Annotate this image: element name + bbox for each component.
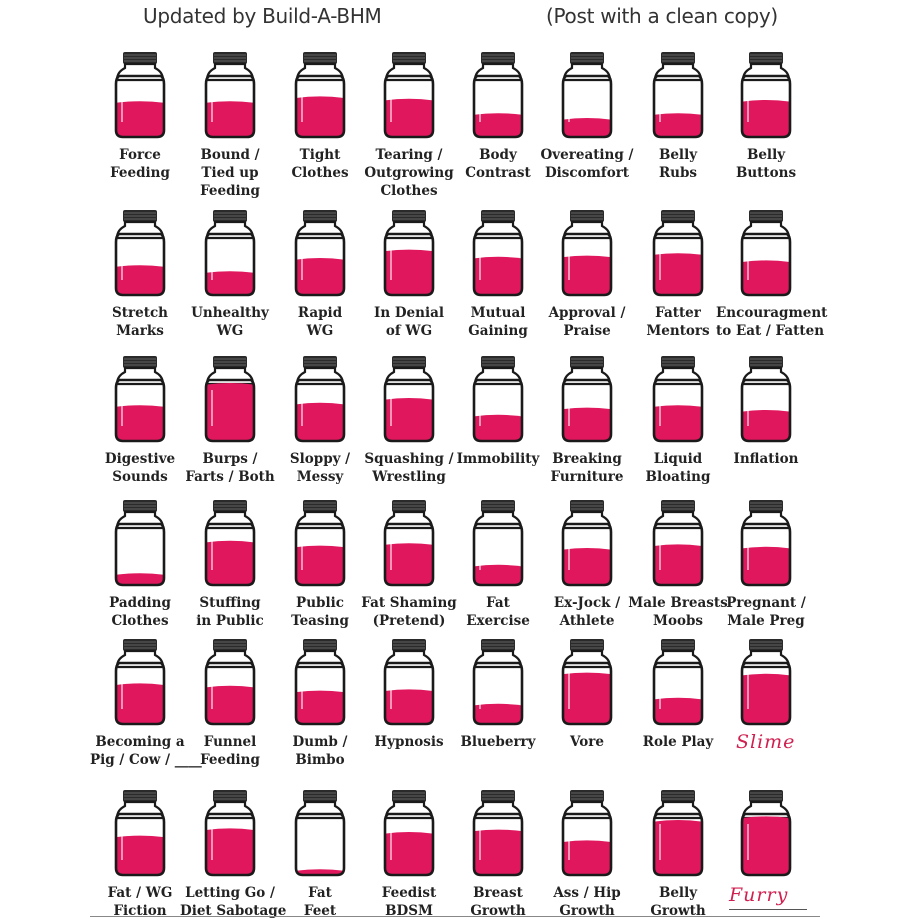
jar-label bbox=[180, 450, 280, 486]
handwritten-furry-label: Furry bbox=[729, 884, 789, 906]
jar-label-line: Liquid bbox=[653, 451, 703, 467]
bottom-rule bbox=[90, 916, 820, 917]
jar-item bbox=[359, 637, 459, 751]
jar-label bbox=[270, 594, 370, 630]
jar-label bbox=[716, 594, 816, 630]
jar-label-line: Sounds bbox=[112, 469, 168, 485]
jar-label bbox=[270, 450, 370, 486]
jar-label bbox=[90, 450, 190, 486]
jar-icon bbox=[651, 50, 705, 140]
jar-item bbox=[537, 50, 637, 182]
jar-icon bbox=[560, 50, 614, 140]
jar-item bbox=[270, 208, 370, 340]
jar-label-line: Tearing / bbox=[375, 147, 443, 163]
jar-label-line: Mentors bbox=[646, 323, 710, 339]
jar-item bbox=[537, 208, 637, 340]
jar-label-line: Fat bbox=[308, 885, 332, 901]
jar-label-line: Stuffing bbox=[199, 595, 261, 611]
jar-item bbox=[359, 50, 459, 200]
jar-icon bbox=[113, 637, 167, 727]
jar-label-line: (Pretend) bbox=[372, 613, 446, 629]
jar-icon bbox=[739, 788, 793, 878]
jar-label bbox=[448, 304, 548, 340]
jar-label-line: Bimbo bbox=[295, 752, 345, 768]
header-title-left: Updated by Build-A-BHM bbox=[143, 4, 382, 28]
jar-label bbox=[270, 304, 370, 340]
jar-label bbox=[270, 733, 370, 769]
jar-item bbox=[359, 788, 459, 920]
jar-label-line: BDSM bbox=[385, 903, 433, 919]
jar-item bbox=[359, 208, 459, 340]
jar-item bbox=[716, 788, 816, 884]
jar-label bbox=[716, 450, 816, 468]
jar-label-line: Diet Sabotage bbox=[180, 903, 287, 919]
jar-item bbox=[537, 498, 637, 630]
jar-label-line: Tight bbox=[299, 147, 341, 163]
jar-label-line: Belly bbox=[658, 885, 698, 901]
jar-icon bbox=[560, 354, 614, 444]
jar-item bbox=[180, 50, 280, 200]
jar-label-line: Clothes bbox=[380, 183, 438, 199]
jar-icon bbox=[203, 498, 257, 588]
jar-icon bbox=[382, 208, 436, 298]
jar-label-line: Growth bbox=[559, 903, 615, 919]
jar-label bbox=[90, 146, 190, 182]
jar-icon bbox=[203, 637, 257, 727]
jar-label-line: Discomfort bbox=[544, 165, 630, 181]
jar-icon bbox=[382, 637, 436, 727]
jar-label-line: Athlete bbox=[559, 613, 615, 629]
jar-label-line: Rapid bbox=[297, 305, 343, 321]
jar-icon bbox=[293, 50, 347, 140]
jar-label-line: Unhealthy bbox=[191, 305, 269, 321]
jar-item bbox=[448, 788, 548, 920]
jar-label-line: Approval / bbox=[548, 305, 626, 321]
jar-icon bbox=[560, 498, 614, 588]
jar-icon bbox=[739, 637, 793, 727]
jar-label-line: Body bbox=[479, 147, 517, 163]
jar-label-line: Stretch bbox=[112, 305, 168, 321]
jar-label-line: Clothes bbox=[111, 613, 169, 629]
jar-item bbox=[359, 498, 459, 630]
jar-item bbox=[180, 498, 280, 630]
jar-label bbox=[448, 146, 548, 182]
jar-item bbox=[716, 208, 828, 340]
jar-label bbox=[628, 594, 728, 630]
jar-label bbox=[537, 146, 637, 182]
jar-item bbox=[628, 788, 728, 920]
jar-label-line: Burps / bbox=[202, 451, 258, 467]
jar-label-line: Funnel bbox=[203, 734, 257, 750]
jar-item bbox=[716, 50, 816, 182]
jar-item bbox=[628, 637, 728, 751]
jar-icon bbox=[471, 498, 525, 588]
jar-label bbox=[270, 146, 370, 182]
jar-label bbox=[448, 594, 548, 630]
jar-label-line: Pig / Cow / ____ bbox=[90, 752, 202, 768]
jar-label bbox=[537, 884, 637, 920]
jar-icon bbox=[293, 208, 347, 298]
jar-label-line: Fat bbox=[486, 595, 510, 611]
jar-label-line: Hypnosis bbox=[374, 734, 444, 750]
jar-icon bbox=[113, 50, 167, 140]
jar-item bbox=[628, 208, 728, 340]
jar-label bbox=[180, 304, 280, 340]
jar-label-line: Digestive bbox=[104, 451, 176, 467]
jar-label-line: Fat Shaming bbox=[361, 595, 457, 611]
jar-label-line: Male Preg bbox=[727, 613, 805, 629]
jar-label-line: Encouragment bbox=[716, 305, 828, 321]
jar-item bbox=[90, 208, 190, 340]
jar-icon bbox=[293, 637, 347, 727]
jar-label-line: Fatter bbox=[655, 305, 701, 321]
jar-icon bbox=[739, 498, 793, 588]
jar-label-line: Public bbox=[296, 595, 344, 611]
jar-icon bbox=[471, 788, 525, 878]
jar-item bbox=[537, 354, 637, 486]
jar-label-line: Breast bbox=[473, 885, 523, 901]
jar-label-line: Belly bbox=[746, 147, 786, 163]
jar-label-line: Wrestling bbox=[372, 469, 446, 485]
jar-item bbox=[270, 354, 370, 486]
jar-label-line: WG bbox=[306, 323, 334, 339]
jar-icon bbox=[651, 498, 705, 588]
jar-label-line: Praise bbox=[563, 323, 611, 339]
jar-label bbox=[628, 450, 728, 486]
jar-label bbox=[90, 733, 202, 769]
jar-item bbox=[90, 498, 190, 630]
jar-label-line: Feet bbox=[303, 903, 337, 919]
jar-label bbox=[628, 884, 728, 920]
jar-item bbox=[90, 50, 190, 182]
jar-item bbox=[270, 788, 370, 920]
jar-icon bbox=[471, 637, 525, 727]
jar-label-line: WG bbox=[216, 323, 244, 339]
jar-item bbox=[180, 637, 280, 769]
jar-label-line: to Eat / Fatten bbox=[716, 323, 825, 339]
jar-label bbox=[628, 146, 728, 182]
jar-icon bbox=[113, 208, 167, 298]
jar-label-line: Blueberry bbox=[460, 734, 536, 750]
jar-label-line: Ex-Jock / bbox=[553, 595, 621, 611]
jar-label bbox=[359, 450, 459, 486]
jar-label-line: of WG bbox=[385, 323, 433, 339]
jar-label-line: Feeding bbox=[200, 183, 260, 199]
jar-icon bbox=[113, 788, 167, 878]
jar-label bbox=[359, 733, 459, 751]
jar-label-line: Messy bbox=[296, 469, 344, 485]
jar-icon bbox=[560, 208, 614, 298]
jar-label-line: Buttons bbox=[735, 165, 797, 181]
jar-label bbox=[448, 450, 548, 468]
jar-label-line: Outgrowing bbox=[364, 165, 454, 181]
header-title-right: (Post with a clean copy) bbox=[546, 4, 778, 28]
jar-icon bbox=[651, 208, 705, 298]
jar-label-line: Feeding bbox=[110, 165, 170, 181]
jar-label-line: Role Play bbox=[642, 734, 714, 750]
jar-label bbox=[628, 733, 728, 751]
jar-icon bbox=[739, 50, 793, 140]
jar-icon bbox=[203, 50, 257, 140]
jar-icon bbox=[382, 50, 436, 140]
jar-icon bbox=[382, 788, 436, 878]
jar-item bbox=[180, 354, 280, 486]
jar-label bbox=[537, 733, 637, 751]
jar-label-line: Growth bbox=[470, 903, 526, 919]
jar-icon bbox=[739, 208, 793, 298]
jar-item bbox=[448, 637, 548, 751]
jar-icon bbox=[113, 354, 167, 444]
jar-label-line: Teasing bbox=[291, 613, 349, 629]
jar-label-line: Rubs bbox=[658, 165, 698, 181]
handwritten-slime-label: Slime bbox=[736, 731, 796, 753]
jar-label-line: Exercise bbox=[466, 613, 530, 629]
jar-label-line: Ass / Hip bbox=[553, 885, 621, 901]
jar-item bbox=[90, 354, 190, 486]
jar-label-line: Breaking bbox=[552, 451, 622, 467]
jar-label bbox=[270, 884, 370, 920]
jar-icon bbox=[113, 498, 167, 588]
furry-underline bbox=[729, 909, 807, 910]
jar-item bbox=[537, 637, 637, 751]
jar-label-line: Padding bbox=[109, 595, 171, 611]
jar-icon bbox=[471, 208, 525, 298]
jar-label-line: Overeating / bbox=[540, 147, 634, 163]
jar-item bbox=[448, 208, 548, 340]
jar-label bbox=[359, 304, 459, 340]
jar-item bbox=[628, 354, 728, 486]
jar-item bbox=[716, 498, 816, 630]
jar-item bbox=[270, 498, 370, 630]
jar-label-line: Vore bbox=[570, 734, 604, 750]
jar-label-line: Letting Go / bbox=[185, 885, 275, 901]
jar-icon bbox=[471, 354, 525, 444]
jar-label-line: Pregnant / bbox=[726, 595, 806, 611]
jar-label bbox=[716, 146, 816, 182]
jar-item bbox=[180, 208, 280, 340]
jar-item bbox=[716, 354, 816, 468]
jar-label bbox=[537, 450, 637, 486]
jar-outline bbox=[296, 814, 344, 875]
jar-label-line: Male Breasts bbox=[628, 595, 728, 611]
jar-label bbox=[180, 146, 280, 200]
jar-item bbox=[270, 637, 370, 769]
jar-item bbox=[270, 50, 370, 182]
jar-icon bbox=[203, 208, 257, 298]
jar-label-line: Bound / bbox=[200, 147, 260, 163]
jar-icon bbox=[471, 50, 525, 140]
jar-label-line: Fiction bbox=[113, 903, 167, 919]
jar-icon bbox=[203, 788, 257, 878]
jar-label-line: Marks bbox=[116, 323, 164, 339]
jar-label bbox=[359, 884, 459, 920]
jar-label-line: Mutual bbox=[470, 305, 526, 321]
jar-label bbox=[628, 304, 728, 340]
jar-label-line: Dumb / bbox=[292, 734, 348, 750]
jar-icon bbox=[203, 354, 257, 444]
jar-label-line: Farts / Both bbox=[185, 469, 275, 485]
jar-label bbox=[537, 304, 637, 340]
jar-label-line: Inflation bbox=[733, 451, 799, 467]
jar-label-line: Belly bbox=[658, 147, 698, 163]
jar-icon bbox=[651, 788, 705, 878]
jar-item bbox=[90, 637, 202, 769]
jar-label-line: Sloppy / bbox=[289, 451, 351, 467]
jar-label-line: Furniture bbox=[550, 469, 624, 485]
jar-item bbox=[359, 354, 459, 486]
jar-item bbox=[628, 50, 728, 182]
jar-icon bbox=[739, 354, 793, 444]
jar-item bbox=[628, 498, 728, 630]
jar-icon bbox=[651, 354, 705, 444]
jar-label bbox=[448, 884, 548, 920]
jar-item bbox=[716, 637, 816, 733]
jar-label-line: in Public bbox=[196, 613, 264, 629]
jar-item bbox=[180, 788, 287, 920]
jar-label-line: Becoming a bbox=[95, 734, 185, 750]
jar-label bbox=[180, 733, 280, 769]
jar-label-line: Tied up bbox=[201, 165, 259, 181]
jar-label-line: Clothes bbox=[291, 165, 349, 181]
jar-label bbox=[90, 884, 190, 920]
jar-label bbox=[537, 594, 637, 630]
jar-label-line: Squashing / bbox=[364, 451, 454, 467]
jar-label bbox=[180, 594, 280, 630]
jar-label bbox=[359, 594, 459, 630]
jar-label-line: Fat / WG bbox=[107, 885, 173, 901]
jar-icon bbox=[382, 498, 436, 588]
jar-label-line: Gaining bbox=[468, 323, 528, 339]
jar-icon bbox=[293, 788, 347, 878]
jar-label-line: Feeding bbox=[200, 752, 260, 768]
jar-icon bbox=[293, 498, 347, 588]
jar-label bbox=[180, 884, 287, 920]
jar-icon bbox=[560, 637, 614, 727]
jar-item bbox=[90, 788, 190, 920]
jar-icon bbox=[651, 637, 705, 727]
jar-label-line: Feedist bbox=[381, 885, 437, 901]
jar-icon bbox=[382, 354, 436, 444]
jar-label-line: Growth bbox=[650, 903, 706, 919]
jar-icon bbox=[293, 354, 347, 444]
jar-item bbox=[448, 354, 548, 468]
jar-label-line: Moobs bbox=[653, 613, 703, 629]
jar-label-line: In Denial bbox=[374, 305, 444, 321]
jar-item bbox=[537, 788, 637, 920]
jar-label bbox=[90, 304, 190, 340]
jar-label bbox=[448, 733, 548, 751]
jar-label bbox=[716, 304, 828, 340]
jar-label bbox=[359, 146, 459, 200]
jar-label-line: Bloating bbox=[645, 469, 711, 485]
jar-item bbox=[448, 498, 548, 630]
jar-label-line: Force bbox=[119, 147, 161, 163]
jar-label-line: Immobility bbox=[456, 451, 540, 467]
jar-item bbox=[448, 50, 548, 182]
jar-label bbox=[90, 594, 190, 630]
jar-icon bbox=[560, 788, 614, 878]
jar-label-line: Contrast bbox=[465, 165, 531, 181]
